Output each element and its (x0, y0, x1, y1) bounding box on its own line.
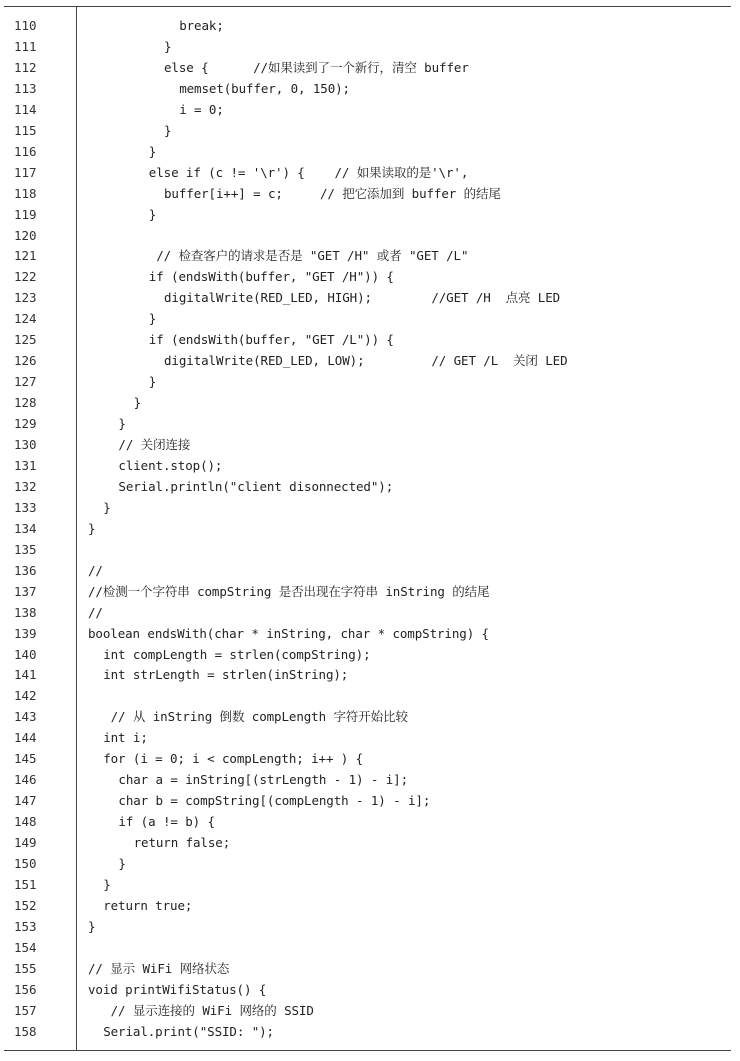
line-number: 151 (14, 876, 37, 892)
code-text: //检测一个字符串 compString 是否出现在字符串 inString 的结尾 (88, 583, 490, 599)
code-text: } (164, 38, 172, 54)
code-line (0, 456, 740, 477)
line-number: 134 (14, 520, 37, 536)
line-number: 158 (14, 1023, 37, 1039)
code-line (0, 372, 740, 393)
line-number: 140 (14, 646, 37, 662)
line-number: 143 (14, 709, 37, 725)
line-number: 117 (14, 164, 37, 180)
code-text: memset(buffer, 0, 150); (179, 80, 350, 96)
code-text: } (148, 206, 157, 222)
code-text: boolean endsWith(char * inString, char * compString) { (88, 625, 489, 641)
line-number: 126 (14, 353, 37, 369)
code-line (0, 205, 740, 226)
code-text: Serial.println("client disonnected"); (118, 478, 394, 494)
code-line (0, 980, 740, 1001)
line-number: 127 (14, 374, 37, 390)
code-text: buffer[i++] = c; // 把它添加到 buffer 的结尾 (164, 185, 501, 201)
code-text: int strLength = strlen(inString); (103, 667, 349, 683)
code-line (0, 393, 740, 414)
code-text: } (118, 416, 126, 432)
code-text: // 显示 WiFi 网络状态 (88, 960, 230, 976)
line-number: 136 (14, 562, 37, 578)
code-text: char a = inString[(strLength - 1) - i]; (118, 772, 408, 788)
code-text: if (endsWith(buffer, "GET /L")) { (148, 332, 394, 348)
code-text: // 从 inString 倒数 compLength 字符开始比较 (103, 709, 408, 725)
code-text: digitalWrite(RED_LED, LOW); // GET /L 关闭 LED (164, 353, 568, 369)
code-line (0, 309, 740, 330)
code-line (0, 58, 740, 79)
line-number: 141 (14, 667, 37, 683)
line-number: 125 (14, 332, 37, 348)
line-number: 114 (14, 101, 37, 117)
code-line (0, 959, 740, 980)
code-line (0, 896, 740, 917)
line-number: 156 (14, 981, 37, 997)
code-text: } (148, 143, 157, 159)
code-line (0, 142, 740, 163)
line-number: 115 (14, 122, 37, 138)
code-text: void printWifiStatus() { (88, 981, 267, 997)
code-line (0, 519, 740, 540)
code-text: i = 0; (179, 101, 224, 117)
code-line (0, 791, 740, 812)
line-number: 148 (14, 814, 37, 830)
code-text: } (148, 311, 157, 327)
line-number: 130 (14, 437, 37, 452)
line-number: 146 (14, 772, 37, 788)
code-line (0, 561, 740, 582)
code-line (0, 414, 740, 435)
code-text: // 显示连接的 WiFi 网络的 SSID (103, 1002, 314, 1018)
line-number: 111 (14, 38, 37, 54)
line-number: 155 (14, 960, 37, 976)
code-text: client.stop(); (118, 457, 223, 473)
code-line (0, 624, 740, 645)
code-line (0, 100, 740, 121)
code-text: digitalWrite(RED_LED, HIGH); //GET /H 点亮 LED (164, 290, 561, 306)
line-number: 153 (14, 918, 37, 934)
code-line (0, 37, 740, 58)
line-number: 116 (14, 143, 37, 159)
code-line (0, 665, 740, 686)
code-line (0, 540, 740, 561)
line-number: 122 (14, 269, 37, 285)
line-number: 150 (14, 856, 37, 871)
code-line (0, 707, 740, 728)
code-text: return true; (103, 897, 193, 913)
code-line (0, 435, 740, 456)
code-text: } (103, 876, 111, 892)
code-line (0, 854, 740, 875)
code-line (0, 226, 740, 247)
code-line (0, 184, 740, 205)
code-text: int i; (103, 730, 148, 746)
code-text: int compLength = strlen(compString); (103, 646, 371, 662)
code-line (0, 330, 740, 351)
code-line (0, 749, 740, 770)
code-text: for (i = 0; i < compLength; i++ ) { (103, 751, 364, 767)
code-text: } (148, 374, 157, 390)
code-text: return false; (133, 835, 231, 851)
code-text: } (88, 520, 96, 536)
code-line (0, 917, 740, 938)
line-number: 152 (14, 897, 37, 913)
code-text: } (133, 395, 142, 411)
code-line (0, 16, 740, 37)
line-number: 139 (14, 625, 37, 641)
code-text: else if (c != '\r') { // 如果读取的是'\r', (148, 164, 469, 180)
code-line (0, 1022, 740, 1043)
code-line (0, 728, 740, 749)
code-line (0, 645, 740, 666)
line-number: 147 (14, 793, 37, 809)
code-text: if (a != b) { (118, 814, 215, 830)
code-line (0, 498, 740, 519)
line-number: 120 (14, 227, 37, 243)
code-text: // 检查客户的请求是否是 "GET /H" 或者 "GET /L" (148, 248, 469, 264)
code-text: } (88, 918, 96, 934)
code-line (0, 288, 740, 309)
code-line (0, 79, 740, 100)
code-line (0, 246, 740, 267)
line-number: 123 (14, 290, 37, 306)
code-line (0, 121, 740, 142)
line-number: 124 (14, 311, 37, 327)
line-number: 118 (14, 185, 37, 201)
code-line (0, 686, 740, 707)
code-text: if (endsWith(buffer, "GET /H")) { (148, 269, 394, 285)
line-number: 133 (14, 499, 37, 515)
code-line (0, 163, 740, 184)
line-number: 129 (14, 416, 37, 432)
code-line (0, 875, 740, 896)
line-number: 132 (14, 478, 37, 494)
line-number: 110 (14, 18, 37, 33)
line-number: 154 (14, 939, 37, 955)
code-text: char b = compString[(compLength - 1) - i]; (118, 793, 431, 809)
line-number: 135 (14, 541, 37, 557)
code-line (0, 351, 740, 372)
line-number: 131 (14, 457, 37, 473)
code-text: // (88, 562, 103, 578)
code-text: Serial.print("SSID: "); (103, 1023, 274, 1039)
code-text: // 关闭连接 (118, 437, 191, 452)
line-number: 121 (14, 248, 37, 264)
code-text: // (88, 604, 103, 620)
line-number: 144 (14, 730, 37, 746)
code-line (0, 582, 740, 603)
code-line (0, 603, 740, 624)
line-number: 119 (14, 206, 37, 222)
code-line (0, 1001, 740, 1022)
code-line (0, 770, 740, 791)
code-line (0, 833, 740, 854)
line-number: 157 (14, 1002, 37, 1018)
code-text: else { //如果读到了一个新行，清空 buffer (164, 59, 469, 75)
code-text: break; (179, 18, 224, 33)
line-number: 142 (14, 688, 37, 704)
line-number: 137 (14, 583, 37, 599)
code-text: } (164, 122, 172, 138)
code-line (0, 938, 740, 959)
line-number: 112 (14, 59, 37, 75)
code-text: } (103, 499, 111, 515)
code-line (0, 812, 740, 833)
line-number: 149 (14, 835, 37, 851)
line-number: 128 (14, 395, 37, 411)
line-number: 113 (14, 80, 37, 96)
code-text: } (118, 856, 126, 871)
line-number: 138 (14, 604, 37, 620)
code-line (0, 477, 740, 498)
code-line (0, 267, 740, 288)
line-number: 145 (14, 751, 37, 767)
